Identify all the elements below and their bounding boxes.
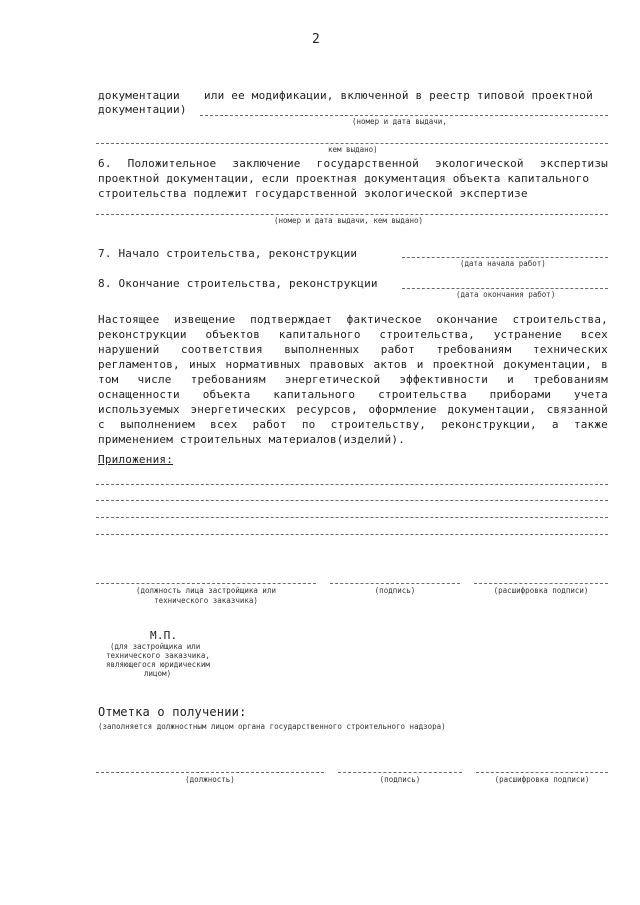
section8-label: 8. Окончание строительства, реконструкции — [98, 277, 378, 290]
developer-decode-hint: (расшифровка подписи) — [493, 586, 589, 595]
developer-position-hint-2: технического заказчика) — [154, 596, 258, 605]
receipt-position-line[interactable] — [96, 772, 324, 773]
section6-fill-line[interactable] — [96, 214, 608, 215]
receipt-decode-hint: (расшифровка подписи) — [494, 775, 590, 784]
section5-line1-left: документации — [98, 89, 180, 102]
receipt-signature-line[interactable] — [338, 772, 462, 773]
section5-hint-1: (номер и дата выдачи, — [352, 117, 447, 126]
receipt-position-hint: (должность) — [185, 775, 235, 784]
section5-line1-right: или ее модификации, включенной в реестр типовой проектной — [204, 89, 593, 102]
attachments-line-1[interactable] — [96, 484, 608, 485]
notice-line: реконструкции объектов капитального строительства, устранение всех — [98, 328, 608, 341]
section8-fill-line[interactable] — [402, 288, 608, 289]
notice-line: с выполнением всех работ по строительству, реконструкции, а также — [98, 418, 608, 431]
section6-line-2: проектной документации, если проектная документация объекта капитального — [98, 172, 590, 185]
stamp-note-2: технического заказчика, — [106, 651, 210, 660]
stamp-note-1: (для застройщика или — [110, 642, 201, 651]
stamp-label: М.П. — [150, 629, 178, 642]
section8-hint: (дата окончания работ) — [456, 290, 556, 299]
developer-position-line[interactable] — [96, 583, 316, 584]
notice-line: нарушений соответствия выполненных работ требованиям технических — [98, 343, 608, 356]
notice-line: Настоящее извещение подтверждает фактическое окончание строительства, — [98, 313, 608, 326]
section5-line2: документации) — [98, 103, 187, 116]
section6-line-3: строительства подлежит государственной экологической экспертизе — [98, 187, 528, 200]
notice-line: используемых энергетических ресурсов, оформление документации, связанной — [98, 403, 608, 416]
developer-decode-line[interactable] — [474, 583, 608, 584]
section5-fill-line-1[interactable] — [200, 115, 608, 116]
section5-fill-line-2[interactable] — [96, 143, 608, 144]
receipt-label: Отметка о получении: — [98, 705, 247, 719]
developer-signature-hint: (подпись) — [374, 586, 416, 595]
attachments-label: Приложения: — [98, 453, 174, 466]
notice-last-line: применением строительных материалов(изделий). — [98, 433, 406, 446]
attachments-line-4[interactable] — [96, 534, 608, 535]
section7-hint: (дата начала работ) — [460, 259, 546, 268]
notice-line: том числе требованиям энергетической эффективности и требованиям — [98, 373, 608, 386]
page-number: 2 — [312, 32, 321, 47]
section6-hint: (номер и дата выдачи, кем выдано) — [274, 216, 424, 225]
developer-signature-line[interactable] — [330, 583, 460, 584]
notice-line: регламентов, иных нормативных правовых актов и проектной документации, в — [98, 358, 608, 371]
attachments-line-3[interactable] — [96, 517, 608, 518]
section7-label: 7. Начало строительства, реконструкции — [98, 247, 358, 260]
attachments-line-2[interactable] — [96, 500, 608, 501]
receipt-signature-hint: (подпись) — [379, 775, 421, 784]
developer-position-hint-1: (должность лица застройщика или — [136, 586, 276, 595]
receipt-note: (заполняется должностным лицом органа государственного строительного надзора) — [98, 722, 446, 731]
stamp-note-4: лицом) — [144, 669, 172, 678]
section5-hint-2: кем выдано) — [328, 145, 378, 154]
section7-fill-line[interactable] — [402, 257, 608, 258]
receipt-decode-line[interactable] — [476, 772, 608, 773]
notice-line: оснащенности объекта капитального строительства приборами учета — [98, 388, 608, 401]
section6-line-1: 6. Положительное заключение государственной экологической экспертизы — [98, 157, 608, 170]
stamp-note-3: являющегося юридическим — [106, 660, 210, 669]
